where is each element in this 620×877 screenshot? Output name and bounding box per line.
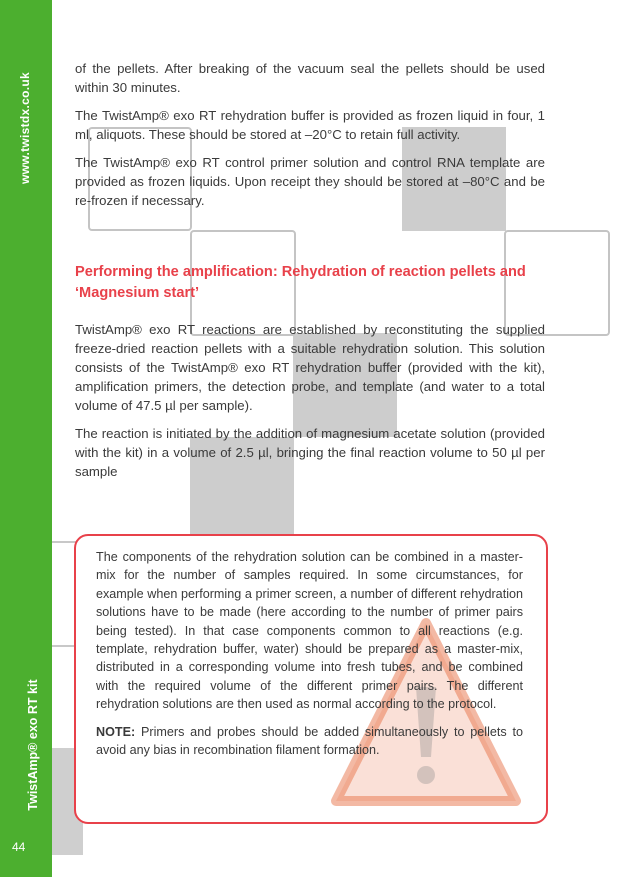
- callout-paragraph: The components of the rehydration solution can be combined in a master-mix for the number of samples required. In some circumstances, for example when performing a primer screen, a number of different rehydration solutions have to be made (here according to the number of primer pairs being tested). In that case components common to all reactions (e.g. template, rehydration buffer, water) should be prepared as a master-mix, distributed in a corresponding volume into fresh tubes, and be combined with the required volume of the different primer pairs. The different rehydration solutions are then used as normal according to the protocol.: [96, 550, 523, 712]
- paragraph: The TwistAmp® exo RT control primer solution and control RNA template are provided as frozen liquids. Upon receipt they should be stored at –80°C and be re-frozen if necessary.: [75, 155, 545, 208]
- paragraph: The reaction is initiated by the addition of magnesium acetate solution (provided with the kit) in a volume of 2.5 µl, bringing the final reaction volume to 50 µl per sample: [75, 426, 545, 479]
- body-text-top: [75, 59, 545, 219]
- note-label: NOTE:: [96, 724, 136, 739]
- kit-name: TwistAmp® exo RT kit: [26, 679, 40, 811]
- section-heading: Performing the amplification: Rehydration of reaction pellets and ‘Magnesium start’: [75, 264, 526, 301]
- paragraph: The TwistAmp® exo RT rehydration buffer is provided as frozen liquid in four, 1 ml, aliquots. These should be stored at –20°C to retain full activity.: [75, 108, 545, 142]
- body-text-bottom: [75, 320, 545, 490]
- page-number: 44: [12, 840, 26, 854]
- note-text: Primers and probes should be added simultaneously to pellets to avoid any bias in recombination filament formation.: [96, 724, 524, 758]
- paragraph: of the pellets. After breaking of the vacuum seal the pellets should be used within 30 minutes.: [75, 61, 545, 95]
- website-link[interactable]: www.twistdx.co.uk: [18, 71, 32, 185]
- sidebar: [0, 0, 52, 877]
- note-paragraph: [96, 723, 523, 760]
- paragraph: TwistAmp® exo RT reactions are established by reconstituting the supplied freeze-dried reaction pellets with a suitable rehydration solution. This solution consists of the TwistAmp® exo RT rehydration buffer (provided with the kit), amplification primers, the detection probe, and template (and water to a total volume of 47.5 µl per sample).: [75, 322, 545, 413]
- callout-text: [96, 548, 523, 768]
